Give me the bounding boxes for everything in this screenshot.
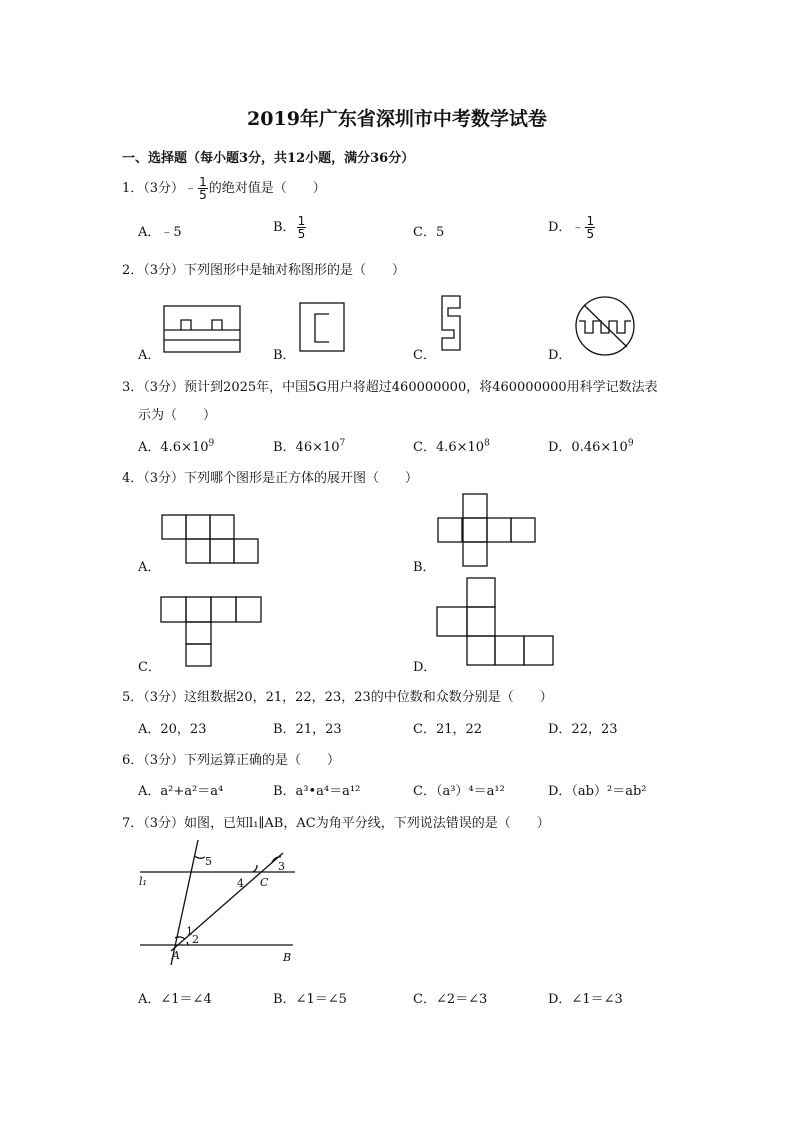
q7-option-c: C．∠2＝∠3 [413, 992, 488, 1007]
q3-option-b [273, 436, 345, 455]
q5-option-b: B．21，23 [273, 722, 342, 737]
fraction-numerator: 1 [297, 214, 306, 228]
q4-figure-d [437, 578, 557, 668]
q7-option-b: B．∠1＝∠5 [273, 992, 347, 1007]
q6-option-c: C．（a³）⁴＝a¹² [413, 784, 505, 799]
question-7: 7．（3分）如图，已知l₁∥AB，AC为角平分线，下列说法错误的是（ ） [122, 816, 550, 831]
question-3-line-1: 3．（3分）预计到2025年，中国5G用户将超过460000000，将460000000用科学记数法表 [122, 380, 658, 395]
label-angle-1: 1 [186, 925, 193, 938]
label-point-c: C [260, 876, 269, 889]
page-title: 2019年广东省深圳市中考数学试卷 [247, 108, 547, 130]
q4-figure-b [438, 494, 540, 570]
question-1-prefix: 1．（3分） [122, 181, 185, 196]
question-3-line-2: 示为（ ） [138, 408, 217, 423]
q3-option-c-exponent: 8 [484, 438, 490, 449]
fraction-numerator: 1 [586, 214, 595, 228]
label-angle-5: 5 [205, 855, 212, 868]
question-1 [122, 176, 326, 201]
q2-figure-d [573, 295, 639, 357]
q6-option-d: D．（ab）²＝ab² [548, 784, 647, 799]
q1-option-b-prefix: B． [273, 220, 296, 235]
q2-figure-a [164, 304, 244, 354]
q1-option-d-fraction [585, 215, 595, 240]
q2-option-d: D． [548, 348, 572, 363]
fraction-denominator: 5 [586, 227, 595, 241]
question-1-fraction [198, 176, 208, 201]
question-4: 4．（3分）下列哪个图形是正方体的展开图（ ） [122, 471, 419, 486]
question-1-suffix: 的绝对值是（ ） [208, 181, 326, 196]
label-angle-2: 2 [192, 933, 199, 946]
q3-option-d-text: D．0.46×10 [548, 440, 628, 455]
q7-geometry-figure [135, 835, 305, 970]
q5-option-d: D．22，23 [548, 722, 618, 737]
q4-figure-a [162, 515, 262, 567]
q3-option-a-text: A．4.6×10 [138, 440, 209, 455]
q2-figure-b [299, 302, 347, 354]
q3-option-c-text: C．4.6×10 [413, 440, 485, 455]
q3-option-a-exponent: 9 [208, 438, 215, 449]
q1-option-d [548, 215, 596, 240]
q3-option-d [548, 436, 634, 455]
fraction-numerator: 1 [199, 175, 207, 189]
label-l1: l₁ [139, 875, 147, 888]
q2-option-a: A． [138, 348, 161, 363]
q4-option-d: D． [413, 660, 437, 675]
q4-option-b: B． [413, 560, 436, 575]
q2-option-b: B． [273, 348, 296, 363]
q1-option-c: C．5 [413, 225, 445, 240]
q4-figure-c [161, 597, 265, 669]
question-5: 5．（3分）这组数据20，21，22，23，23的中位数和众数分别是（ ） [122, 690, 553, 705]
q5-option-c: C．21，22 [413, 722, 483, 737]
fraction-denominator: 5 [199, 188, 207, 202]
q1-option-a: A．﹣5 [138, 225, 182, 240]
label-angle-3: 3 [278, 860, 285, 873]
q7-option-a: A．∠1＝∠4 [138, 992, 212, 1007]
q4-option-a: A． [138, 560, 161, 575]
q3-option-d-exponent: 9 [627, 438, 634, 449]
q1-option-b-fraction [297, 215, 307, 240]
q4-option-c: C． [138, 660, 161, 675]
section-heading: 一、选择题（每小题3分，共12小题，满分36分） [122, 151, 415, 166]
q3-option-a [138, 436, 214, 455]
q2-figure-c [438, 294, 468, 356]
fraction-denominator: 5 [297, 227, 306, 241]
label-point-b: B [283, 951, 292, 964]
q1-option-d-prefix: D．﹣ [548, 220, 585, 235]
question-6: 6．（3分）下列运算正确的是（ ） [122, 753, 341, 768]
q5-option-a: A．20，23 [138, 722, 207, 737]
q3-option-b-text: B．46×10 [273, 440, 340, 455]
label-angle-4: 4 [237, 877, 244, 890]
q1-option-b [273, 215, 307, 240]
question-2: 2．（3分）下列图形中是轴对称图形的是（ ） [122, 263, 406, 278]
label-point-a: A [172, 949, 180, 962]
q3-option-c [413, 436, 490, 455]
q3-option-b-exponent: 7 [339, 438, 346, 449]
question-1-neg: ﹣ [184, 181, 198, 196]
q6-option-b: B．a³•a⁴＝a¹² [273, 784, 361, 799]
q6-option-a: A．a²+a²＝a⁴ [138, 784, 224, 799]
q7-option-d: D．∠1＝∠3 [548, 992, 623, 1007]
q2-option-c: C． [413, 348, 436, 363]
